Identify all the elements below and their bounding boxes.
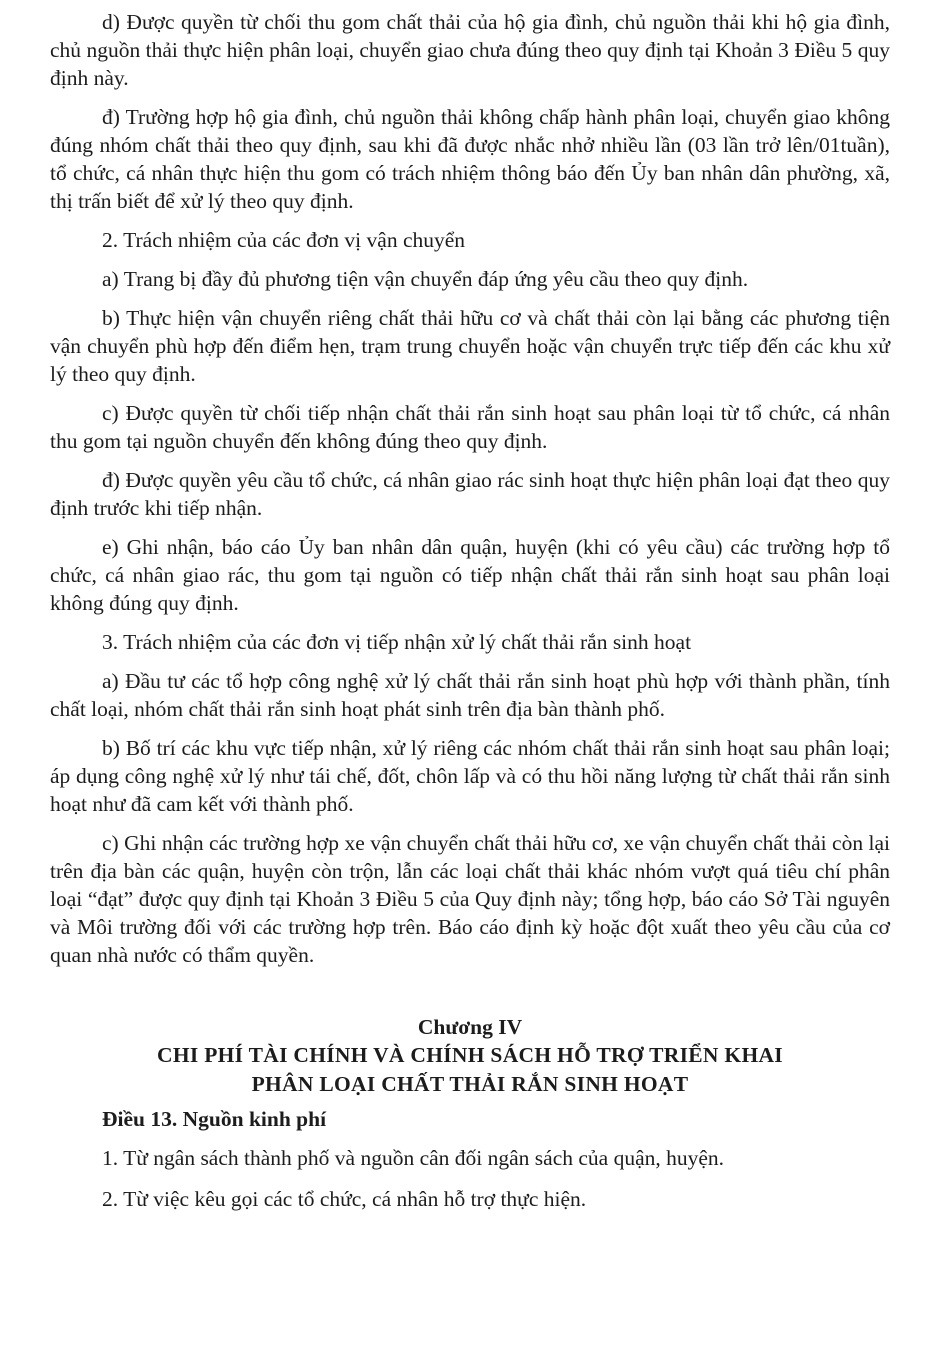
- paragraph-collection-refusal: d) Được quyền từ chối thu gom chất thải của hộ gia đình, chủ nguồn thải khi hộ gia đình, chủ nguồn thải thực hiện phân loại, chuyển giao chưa đúng theo quy định tại Khoản 3 Điều 5 quy định này.: [50, 10, 890, 90]
- paragraph-treatment-invest: a) Đầu tư các tổ hợp công nghệ xử lý chất thải rắn sinh hoạt phù hợp với thành phần, tính chất loại, nhóm chất thải rắn sinh hoạt phát sinh trên địa bàn thành phố.: [50, 669, 890, 721]
- paragraph-transport-request: đ) Được quyền yêu cầu tổ chức, cá nhân giao rác sinh hoạt thực hiện phân loại đạt theo quy định trước khi tiếp nhận.: [50, 468, 890, 520]
- paragraph-transport-equipment: a) Trang bị đầy đủ phương tiện vận chuyển đáp ứng yêu cầu theo quy định.: [102, 267, 749, 291]
- article-item-1: 1. Từ ngân sách thành phố và nguồn cân đối ngân sách của quận, huyện.: [102, 1146, 725, 1170]
- article-item-2: 2. Từ việc kêu gọi các tổ chức, cá nhân hỗ trợ thực hiện.: [102, 1187, 587, 1211]
- paragraph-transport-record: e) Ghi nhận, báo cáo Ủy ban nhân dân quận, huyện (khi có yêu cầu) các trường hợp tổ chức, cá nhân giao rác, thu gom tại nguồn có tiếp nhận chất thải rắn sinh hoạt sau phân loại không đúng quy định.: [50, 535, 890, 615]
- chapter-label: Chương IV: [417, 1015, 523, 1039]
- chapter-title-line-1: CHI PHÍ TÀI CHÍNH VÀ CHÍNH SÁCH HỖ TRỢ TRIỂN KHAI: [157, 1043, 783, 1067]
- paragraph-treatment-record: c) Ghi nhận các trường hợp xe vận chuyển chất thải hữu cơ, xe vận chuyển chất thải còn lại trên địa bàn các quận, huyện còn trộn, lẫn các loại chất thải khác nhóm vượt quá tiêu chí phân loại “đạt” được quy định tại Khoản 3 Điều 5 của Quy định này; tổng hợp, báo cáo Sở Tài nguyên và Môi trường đối với các trường hợp trên. Báo cáo định kỳ hoặc đột xuất theo yêu cầu của cơ quan nhà nước có thẩm quyền.: [50, 831, 890, 967]
- paragraph-transport-refusal: c) Được quyền từ chối tiếp nhận chất thải rắn sinh hoạt sau phân loại từ tổ chức, cá nhân thu gom tại nguồn chuyển đến không đúng theo quy định.: [50, 401, 890, 453]
- paragraph-noncompliance-report: đ) Trường hợp hộ gia đình, chủ nguồn thải không chấp hành phân loại, chuyển giao không đúng nhóm chất thải theo quy định, sau khi đã được nhắc nhở nhiều lần (03 lần trở lên/01tuần), tổ chức, cá nhân thực hiện thu gom có trách nhiệm thông báo đến Ủy ban nhân dân phường, xã, thị trấn biết để xử lý theo quy định.: [50, 105, 890, 213]
- section-heading-treatment: 3. Trách nhiệm của các đơn vị tiếp nhận xử lý chất thải rắn sinh hoạt: [102, 630, 692, 654]
- section-heading-transport: 2. Trách nhiệm của các đơn vị vận chuyển: [102, 228, 466, 252]
- paragraph-transport-separate: b) Thực hiện vận chuyển riêng chất thải hữu cơ và chất thải còn lại bằng các phương tiện vận chuyển phù hợp đến điểm hẹn, trạm trung chuyển hoặc vận chuyển trực tiếp đến các khu xử lý theo quy định.: [50, 306, 890, 386]
- chapter-title-line-2: PHÂN LOẠI CHẤT THẢI RẮN SINH HOẠT: [251, 1072, 689, 1096]
- article-heading: Điều 13. Nguồn kinh phí: [102, 1107, 327, 1131]
- chapter-heading: [50, 1013, 890, 1099]
- paragraph-treatment-areas: b) Bố trí các khu vực tiếp nhận, xử lý riêng các nhóm chất thải rắn sinh hoạt sau phân loại; áp dụng công nghệ xử lý như tái chế, đốt, chôn lấp và có thu hồi năng lượng từ chất thải rắn sinh hoạt như đã cam kết với thành phố.: [50, 736, 890, 816]
